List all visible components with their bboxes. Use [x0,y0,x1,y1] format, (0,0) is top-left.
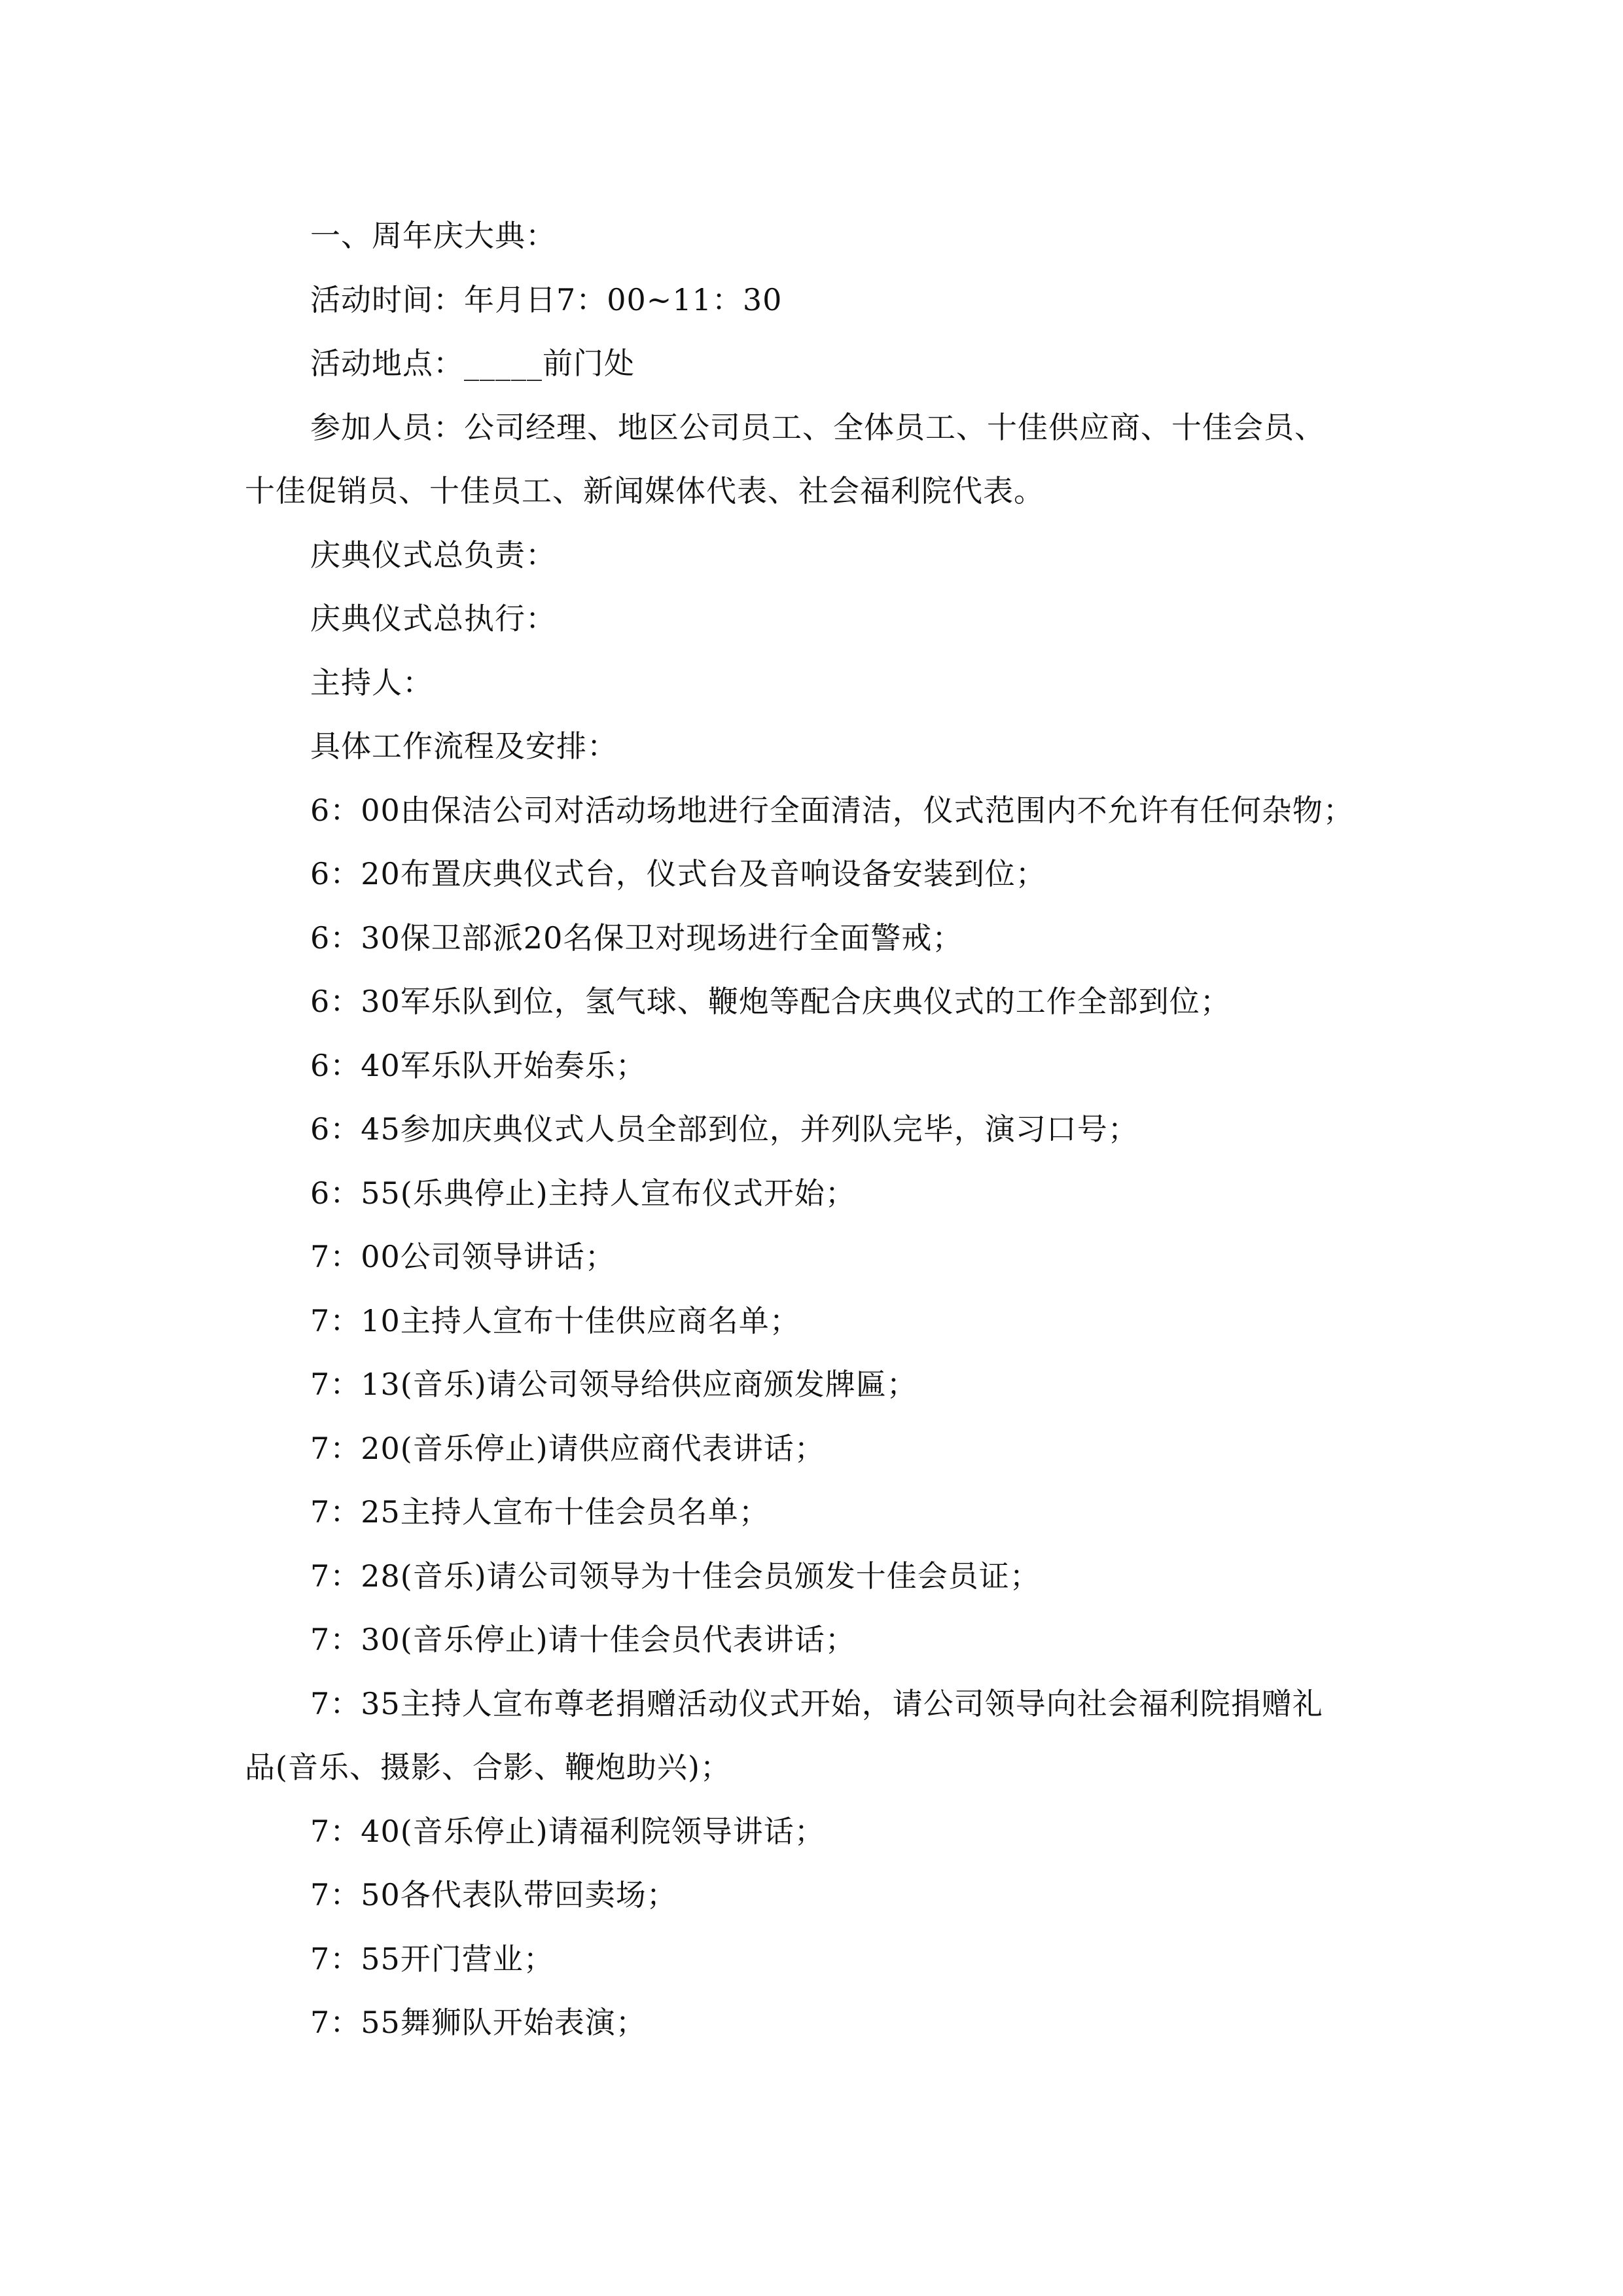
activity-location: 活动地点：_____前门处 [310,346,635,381]
schedule-item-continuation: 品(音乐、摄影、合影、鞭炮助兴)； [245,1749,731,1785]
schedule-item: 6：00由保洁公司对活动场地进行全面清洁，仪式范围内不允许有任何杂物； [310,792,1354,828]
document-body [245,204,1383,2055]
schedule-item: 7：20(音乐停止)请供应商代表讲话； [310,1430,825,1466]
participants-line-1: 参加人员：公司经理、地区公司员工、全体员工、十佳供应商、十佳会员、 [310,409,1325,445]
schedule-item: 7：55舞狮队开始表演； [310,2005,647,2040]
participants-line-2: 十佳促销员、十佳员工、新闻媒体代表、社会福利院代表。 [245,473,1044,509]
schedule-item: 7：30(音乐停止)请十佳会员代表讲话； [310,1622,856,1657]
schedule-item: 7：10主持人宣布十佳供应商名单； [310,1302,800,1338]
schedule-item: 7：13(音乐)请公司领导给供应商颁发牌匾； [310,1367,918,1402]
chief-executive: 庆典仪式总执行： [310,601,556,636]
host: 主持人： [310,664,433,700]
schedule-item: 7：55开门营业； [310,1941,554,1977]
workflow-heading: 具体工作流程及安排： [310,728,618,764]
chief-responsible: 庆典仪式总负责： [310,537,556,573]
schedule-item: 7：00公司领导讲话； [310,1239,616,1274]
section-heading: 一、周年庆大典： [310,218,556,253]
activity-time: 活动时间：年月日7：00~11：30 [310,281,783,317]
schedule-item: 7：40(音乐停止)请福利院领导讲话； [310,1813,825,1849]
schedule-item: 6：30保卫部派20名保卫对现场进行全面警戒； [310,920,963,956]
schedule-item: 6：30军乐队到位，氢气球、鞭炮等配合庆典仪式的工作全部到位； [310,984,1231,1019]
schedule-item: 6：55(乐典停止)主持人宣布仪式开始； [310,1175,856,1211]
schedule-item: 6：45参加庆典仪式人员全部到位，并列队完毕，演习口号； [310,1111,1139,1147]
schedule-item: 6：20布置庆典仪式台，仪式台及音响设备安装到位； [310,856,1046,891]
schedule-item: 7：50各代表队带回卖场； [310,1877,677,1912]
schedule-item: 7：35主持人宣布尊老捐赠活动仪式开始，请公司领导向社会福利院捐赠礼 [310,1685,1323,1721]
schedule-item: 7：25主持人宣布十佳会员名单； [310,1494,770,1530]
schedule-item: 7：28(音乐)请公司领导为十佳会员颁发十佳会员证； [310,1558,1041,1594]
schedule-item: 6：40军乐队开始奏乐； [310,1047,647,1083]
